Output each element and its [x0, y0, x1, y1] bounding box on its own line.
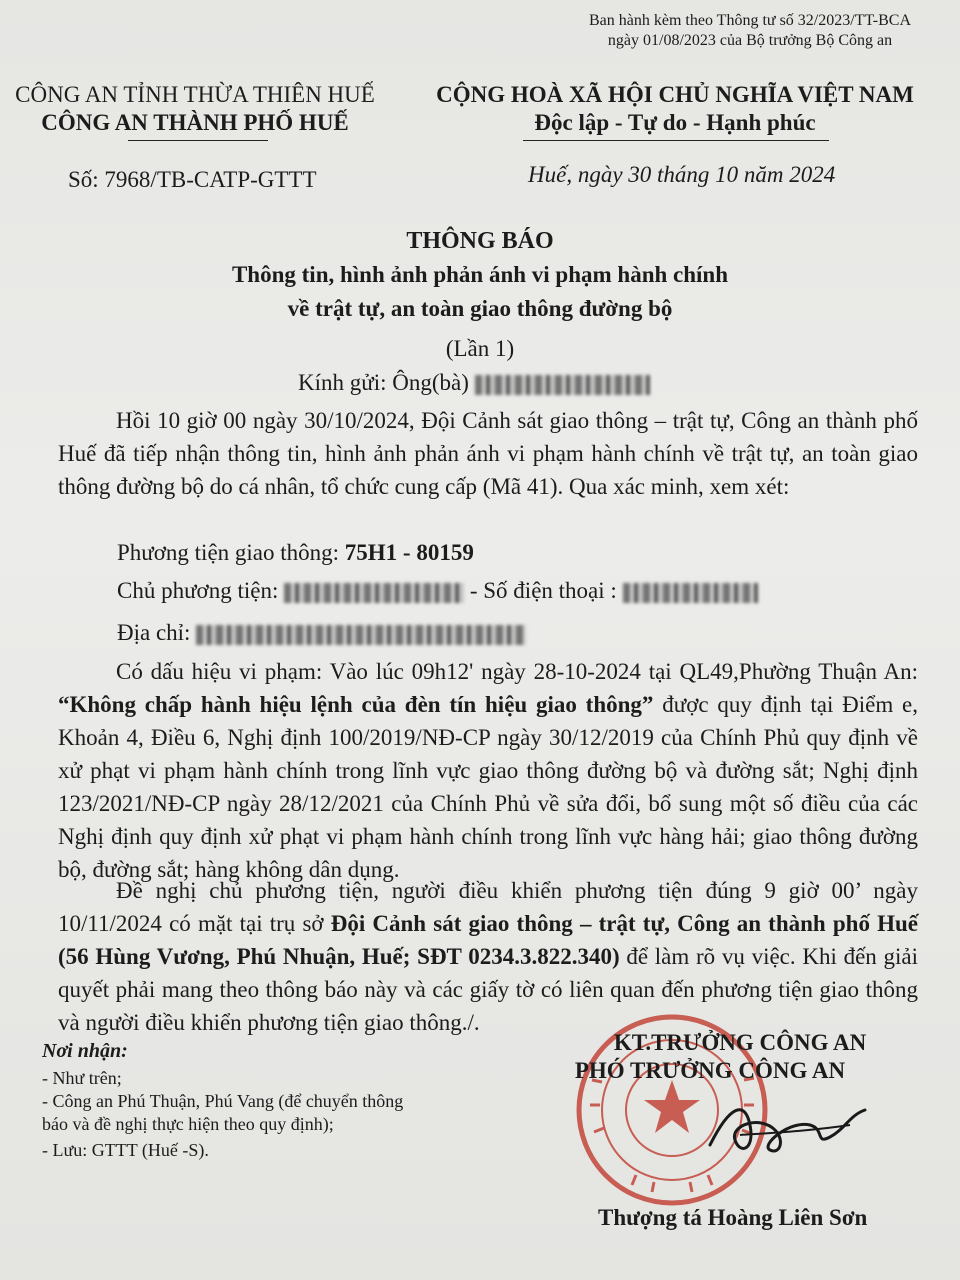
violation-description: “Không chấp hành hiệu lệnh của đèn tín hiệu giao thông” [58, 692, 654, 717]
recipients-item-2: - Công an Phú Thuận, Phú Vang (để chuyển thông [42, 1091, 404, 1111]
recipients-item-3: báo và đề nghị thực hiện theo quy định); [42, 1114, 334, 1134]
country-name: CỘNG HOÀ XÃ HỘI CHỦ NGHĨA VIỆT NAM [436, 82, 914, 107]
intro-paragraph [58, 404, 918, 503]
handwritten-signature [700, 1085, 880, 1175]
redacted-recipient [475, 375, 650, 395]
notice-count: (Lần 1) [445, 336, 515, 361]
signature-title-2: PHÓ TRƯỞNG CÔNG AN [574, 1058, 846, 1083]
redacted-owner-name [284, 583, 464, 603]
address-line [117, 620, 526, 646]
form-note-line2: ngày 01/08/2023 của Bộ trưởng Bộ Công an [607, 32, 893, 49]
address-label: Địa chỉ: [117, 620, 197, 645]
unit-name: CÔNG AN THÀNH PHỐ HUẾ [41, 110, 349, 135]
signature-title-1: KT.TRƯỞNG CÔNG AN [613, 1030, 867, 1055]
license-plate: 75H1 - 80159 [344, 540, 474, 565]
agency-name: CÔNG AN TỈNH THỪA THIÊN HUẾ [15, 82, 375, 107]
document-subtitle-2: về trật tự, an toàn giao thông đường bộ [287, 296, 673, 321]
recipient-line [298, 370, 650, 396]
recipients-heading: Nơi nhận: [42, 1040, 128, 1062]
violation-paragraph [58, 655, 918, 886]
request-prefix: Đề nghị chủ phương tiện, người điều khiển phương tiện đúng 9 giờ 00’ ngày 10/11/2024 có mặt tại trụ sở [58, 878, 918, 936]
violation-prefix: Có dấu hiệu vi phạm: Vào lúc 09h12' ngày 28-10-2024 tại QL49,Phường Thuận An: [116, 659, 918, 684]
document-subtitle-1: Thông tin, hình ảnh phản ánh vi phạm hành chính [231, 262, 729, 287]
document-number: Số: 7968/TB-CATP-GTTT [68, 167, 317, 192]
unit-underline [128, 140, 268, 141]
request-paragraph [58, 874, 918, 1039]
recipients-item-4: - Lưu: GTTT (Huế -S). [42, 1140, 209, 1160]
document-title: THÔNG BÁO [406, 228, 554, 254]
redacted-address [196, 625, 526, 645]
request-suffix: để làm rõ vụ việc. Khi đến giải quyết phải mang theo thông báo này và các giấy tờ có liên quan đến phương tiện giao thông và người điều khiển phương tiện giao thông./. [58, 944, 918, 1035]
signer-name: Thượng tá Hoàng Liên Sơn [598, 1205, 868, 1230]
issue-date: Huế, ngày 30 tháng 10 năm 2024 [528, 162, 836, 187]
office-address: Đội Cảnh sát giao thông – trật tự, Công an thành phố Huế (56 Hùng Vương, Phú Nhuận, Huế; SĐT 0234.3.822.340) [58, 911, 919, 969]
intro-text: Hồi 10 giờ 00 ngày 30/10/2024, Đội Cảnh sát giao thông – trật tự, Công an thành phố Huế đã tiếp nhận thông tin, hình ảnh phản ánh vi phạm hành chính về trật tự, an toàn giao thông đường bộ do cá nhân, tổ chức cung cấp (Mã 41). Qua xác minh, xem xét: [58, 408, 918, 499]
owner-label: Chủ phương tiện: [117, 578, 285, 603]
recipients-item-1: - Như trên; [42, 1068, 122, 1088]
redacted-phone [623, 583, 758, 603]
motto-underline [523, 140, 829, 141]
owner-line [117, 578, 758, 604]
vehicle-line [117, 540, 474, 566]
violation-legal-basis: được quy định tại Điểm e, Khoản 4, Điều 6, Nghị định 100/2019/NĐ-CP ngày 30/12/2019 của Chính Phủ quy định về xử phạt vi phạm hành chính trong lĩnh vực giao thông đường bộ và đường sắt; Nghị định 123/2021/NĐ-CP ngày 28/12/2021 của Chính Phủ về sửa đổi, bổ sung một số điều của các Nghị định quy định xử phạt vi phạm hành chính trong lĩnh vực hàng hải; giao thông đường bộ, đường sắt; hàng không dân dụng. [58, 692, 918, 882]
star-icon [644, 1080, 700, 1133]
form-note-line1: Ban hành kèm theo Thông tư số 32/2023/TT-BCA [589, 12, 911, 29]
phone-label: - Số điện thoại : [464, 578, 623, 603]
motto: Độc lập - Tự do - Hạnh phúc [534, 110, 816, 135]
recipient-label: Kính gửi: Ông(bà) [298, 370, 469, 395]
vehicle-label: Phương tiện giao thông: [117, 540, 345, 565]
